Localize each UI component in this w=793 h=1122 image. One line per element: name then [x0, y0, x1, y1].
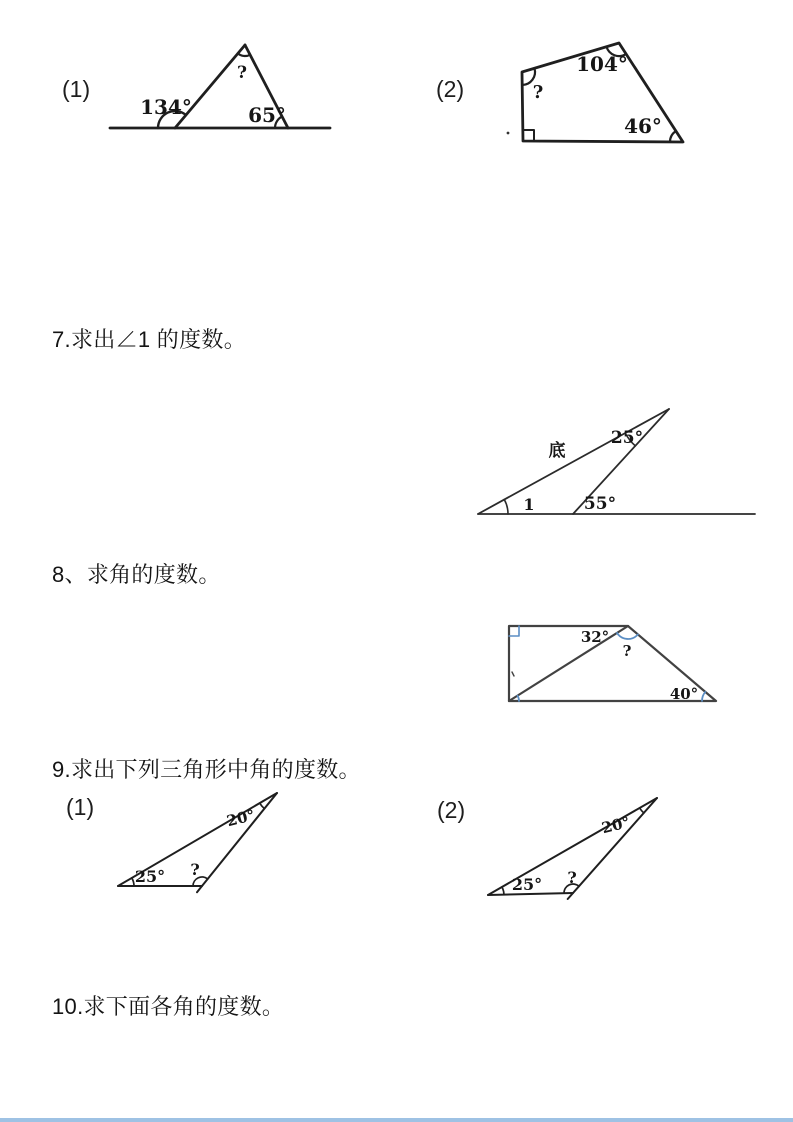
edge-label-base: 底 [548, 441, 566, 461]
q8-figure-trapezoid [500, 615, 730, 710]
angle-arc-20 [640, 808, 644, 813]
q6-figure-1-triangle-on-line [100, 33, 345, 143]
stray-dot [507, 132, 510, 135]
angle-label-40: 40° [669, 685, 699, 703]
angle-arc-25 [502, 887, 504, 895]
angle-label-65: 65° [248, 103, 286, 127]
angle-arc-20 [260, 803, 265, 809]
angle-arc-46 [670, 131, 676, 142]
q6-part2-label: (2) [436, 76, 465, 102]
angle-label-25: 25° [511, 875, 543, 894]
angle-arc-unknown [617, 633, 638, 639]
diagonal [509, 626, 628, 701]
q6-part1-label: (1) [62, 76, 91, 102]
angle-arc-40 [702, 692, 705, 701]
angle-label-question: ? [622, 642, 632, 660]
angle-label-25: 25° [134, 867, 166, 886]
question-9-title: 9.求出下列三角形中角的度数。 [52, 757, 361, 782]
angle-label-46: 46° [624, 114, 662, 138]
angle-arc-25 [132, 878, 134, 886]
q7-figure-triangle [455, 398, 770, 523]
angle-label-104: 104° [576, 52, 628, 76]
angle-label-question: ? [190, 860, 200, 879]
tick-mark [512, 672, 514, 676]
q9-figure-2-triangle [475, 790, 670, 908]
angle-label-question: ? [567, 868, 577, 887]
question-10-title: 10.求下面各角的度数。 [52, 994, 285, 1019]
q6-figure-2-quadrilateral [495, 33, 705, 153]
angle-label-20: 20° [599, 812, 632, 838]
angle-label-1: 1 [523, 495, 535, 514]
angle-label-134: 134° [140, 95, 192, 119]
angle-label-25: 25° [610, 428, 644, 448]
angle-label-apex-question: ? [237, 63, 247, 83]
question-7-title: 7.求出∠1 的度数。 [52, 327, 246, 352]
angle-label-top-left-question: ? [532, 82, 544, 103]
right-angle-mark [509, 626, 519, 636]
question-8-title: 8、求角的度数。 [52, 562, 221, 587]
q9-figure-1-triangle [105, 785, 290, 900]
angle-label-32: 32° [580, 628, 610, 646]
q9-part1-label: (1) [66, 794, 95, 820]
angle-label-55: 55° [583, 494, 617, 514]
q9-part2-label: (2) [437, 797, 466, 823]
bottom-separator-line [0, 1118, 793, 1122]
angle-arc-1 [504, 500, 508, 515]
edge-to-apex [478, 409, 669, 514]
right-angle-mark [523, 130, 534, 141]
angle-label-20: 20° [224, 805, 257, 831]
right-edge-with-tail [197, 793, 277, 892]
